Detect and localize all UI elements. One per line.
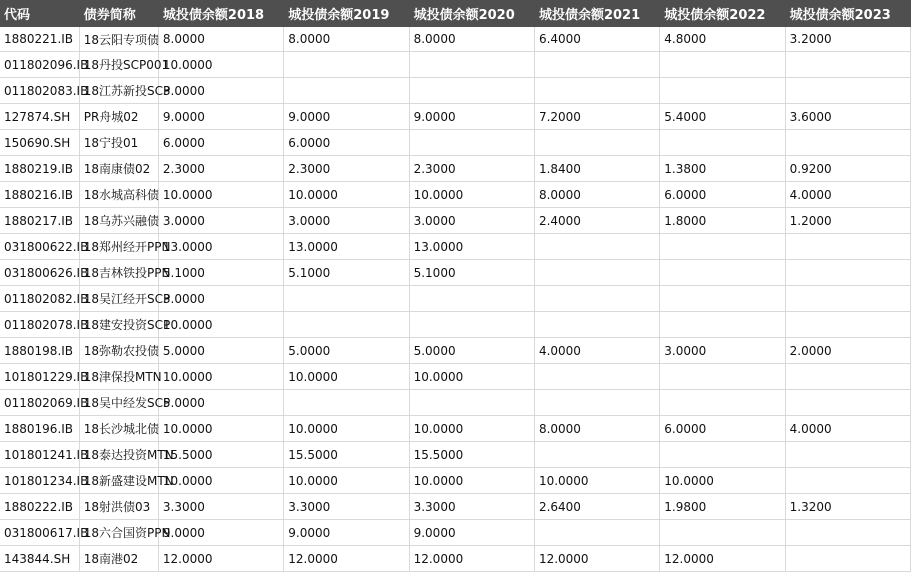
cell-2021[interactable]: 8.0000 [534,182,659,208]
cell-2018[interactable]: 15.5000 [158,442,283,468]
table-row [0,156,911,182]
cell-bond-name[interactable]: 18南港02 [79,546,158,572]
cell-2019[interactable]: 3.3000 [284,494,409,520]
cell-bond-name[interactable]: 18弥勒农投债 [79,338,158,364]
cell-2019[interactable] [284,78,409,104]
cell-2023[interactable]: 0.9200 [785,156,910,182]
cell-2019[interactable]: 10.0000 [284,364,409,390]
cell-2020[interactable]: 5.0000 [409,338,534,364]
cell-code[interactable]: 1880216.IB [0,182,79,208]
cell-2022[interactable]: 6.0000 [660,182,785,208]
cell-2022[interactable]: 3.0000 [660,338,785,364]
cell-2021[interactable] [534,364,659,390]
cell-2018[interactable]: 10.0000 [158,312,283,338]
cell-2022[interactable] [660,442,785,468]
cell-2019[interactable]: 9.0000 [284,104,409,130]
header-balance-2021[interactable]: 城投债余额2021 [534,0,659,27]
table-row [0,546,911,572]
cell-2020[interactable]: 10.0000 [409,182,534,208]
cell-code[interactable]: 101801234.IB [0,468,79,494]
cell-2018[interactable]: 5.1000 [158,260,283,286]
table-row [0,182,911,208]
cell-2022[interactable] [660,78,785,104]
cell-2021[interactable] [534,78,659,104]
header-balance-2023[interactable]: 城投债余额2023 [785,0,910,27]
cell-2018[interactable]: 2.3000 [158,156,283,182]
cell-2020[interactable]: 10.0000 [409,468,534,494]
table-row [0,104,911,130]
cell-2018[interactable]: 3.0000 [158,78,283,104]
cell-2023[interactable]: 3.6000 [785,104,910,130]
cell-bond-name[interactable]: 18云阳专项债 [79,27,158,52]
cell-2019[interactable]: 10.0000 [284,468,409,494]
table-row [0,494,911,520]
cell-2018[interactable]: 5.0000 [158,338,283,364]
cell-bond-name[interactable]: 18津保投MTN [79,364,158,390]
cell-bond-name[interactable]: 18吴江经开SCP [79,286,158,312]
header-balance-2022[interactable]: 城投债余额2022 [660,0,785,27]
cell-2023[interactable] [785,52,910,78]
cell-bond-name[interactable]: 18射洪债03 [79,494,158,520]
table-row [0,27,911,52]
cell-bond-name[interactable]: 18六合国资PPN [79,520,158,546]
cell-2020[interactable]: 10.0000 [409,416,534,442]
cell-2019[interactable]: 13.0000 [284,234,409,260]
cell-2022[interactable]: 1.9800 [660,494,785,520]
cell-2022[interactable]: 1.3800 [660,156,785,182]
cell-code[interactable]: 011802096.IB [0,52,79,78]
cell-2022[interactable] [660,520,785,546]
cell-2019[interactable] [284,52,409,78]
cell-bond-name[interactable]: PR舟城02 [79,104,158,130]
cell-code[interactable]: 011802069.IB [0,390,79,416]
header-bond-name[interactable]: 债券简称 [79,0,158,27]
cell-2023[interactable] [785,312,910,338]
cell-2019[interactable] [284,312,409,338]
cell-2019[interactable]: 2.3000 [284,156,409,182]
cell-2023[interactable]: 4.0000 [785,416,910,442]
header-balance-2018[interactable]: 城投债余额2018 [158,0,283,27]
cell-code[interactable]: 031800626.IB [0,260,79,286]
cell-bond-name[interactable]: 18宁投01 [79,130,158,156]
cell-2021[interactable]: 6.4000 [534,27,659,52]
cell-code[interactable]: 150690.SH [0,130,79,156]
cell-2021[interactable] [534,52,659,78]
cell-2023[interactable] [785,442,910,468]
cell-bond-name[interactable]: 18江苏新投SCP [79,78,158,104]
cell-2023[interactable]: 1.3200 [785,494,910,520]
cell-2018[interactable]: 10.0000 [158,52,283,78]
cell-2021[interactable]: 10.0000 [534,468,659,494]
table-row [0,390,911,416]
cell-2023[interactable] [785,260,910,286]
cell-2022[interactable]: 6.0000 [660,416,785,442]
cell-code[interactable]: 101801229.IB [0,364,79,390]
cell-code[interactable]: 1880219.IB [0,156,79,182]
table-row [0,286,911,312]
cell-code[interactable]: 1880198.IB [0,338,79,364]
cell-2020[interactable]: 10.0000 [409,364,534,390]
cell-2022[interactable]: 1.8000 [660,208,785,234]
table-header [0,0,911,27]
cell-2018[interactable]: 3.3000 [158,494,283,520]
cell-2023[interactable]: 2.0000 [785,338,910,364]
cell-2022[interactable]: 5.4000 [660,104,785,130]
cell-2018[interactable]: 10.0000 [158,416,283,442]
cell-2022[interactable]: 10.0000 [660,468,785,494]
cell-2021[interactable] [534,286,659,312]
cell-2018[interactable]: 3.0000 [158,286,283,312]
table-row [0,338,911,364]
cell-2021[interactable]: 2.4000 [534,208,659,234]
cell-2020[interactable] [409,52,534,78]
cell-2018[interactable]: 10.0000 [158,182,283,208]
cell-2018[interactable]: 10.0000 [158,364,283,390]
cell-2021[interactable]: 4.0000 [534,338,659,364]
cell-2020[interactable]: 2.3000 [409,156,534,182]
cell-code[interactable]: 127874.SH [0,104,79,130]
cell-2023[interactable]: 4.0000 [785,182,910,208]
cell-2019[interactable]: 10.0000 [284,182,409,208]
table-row [0,234,911,260]
cell-2019[interactable]: 3.0000 [284,208,409,234]
cell-2019[interactable]: 10.0000 [284,416,409,442]
cell-2020[interactable]: 9.0000 [409,520,534,546]
cell-bond-name[interactable]: 18建安投资SCP [79,312,158,338]
cell-2022[interactable] [660,286,785,312]
cell-2021[interactable] [534,390,659,416]
cell-2021[interactable]: 1.8400 [534,156,659,182]
cell-2020[interactable]: 12.0000 [409,546,534,572]
cell-code[interactable]: 1880222.IB [0,494,79,520]
cell-bond-name[interactable]: 18新盛建设MTN [79,468,158,494]
table-row [0,130,911,156]
cell-bond-name[interactable]: 18丹投SCP001 [79,52,158,78]
cell-code[interactable]: 031800622.IB [0,234,79,260]
cell-2022[interactable]: 4.8000 [660,27,785,52]
header-row [0,0,911,27]
cell-2023[interactable] [785,130,910,156]
cell-2022[interactable] [660,260,785,286]
cell-2022[interactable] [660,234,785,260]
cell-bond-name[interactable]: 18水城高科债 [79,182,158,208]
cell-2019[interactable]: 12.0000 [284,546,409,572]
header-code[interactable]: 代码 [0,0,79,27]
cell-2021[interactable] [534,442,659,468]
cell-2021[interactable] [534,520,659,546]
cell-2022[interactable] [660,364,785,390]
table-row [0,52,911,78]
cell-2020[interactable] [409,78,534,104]
cell-2022[interactable] [660,52,785,78]
cell-code[interactable]: 011802082.IB [0,286,79,312]
table-row [0,208,911,234]
header-balance-2020[interactable]: 城投债余额2020 [409,0,534,27]
cell-code[interactable]: 143844.SH [0,546,79,572]
cell-bond-name[interactable]: 18泰达投资MTN [79,442,158,468]
table-body [0,27,911,572]
cell-2023[interactable]: 1.2000 [785,208,910,234]
cell-2022[interactable]: 12.0000 [660,546,785,572]
cell-2023[interactable] [785,546,910,572]
cell-code[interactable]: 1880196.IB [0,416,79,442]
cell-2020[interactable]: 3.0000 [409,208,534,234]
table-row [0,364,911,390]
cell-2020[interactable]: 5.1000 [409,260,534,286]
cell-2023[interactable] [785,286,910,312]
cell-2022[interactable] [660,312,785,338]
cell-2020[interactable] [409,390,534,416]
cell-2020[interactable]: 3.3000 [409,494,534,520]
cell-2019[interactable]: 15.5000 [284,442,409,468]
cell-2022[interactable] [660,130,785,156]
cell-2019[interactable]: 9.0000 [284,520,409,546]
table-row [0,78,911,104]
cell-2020[interactable]: 13.0000 [409,234,534,260]
cell-code[interactable]: 031800617.IB [0,520,79,546]
table-row [0,416,911,442]
cell-2021[interactable] [534,260,659,286]
cell-code[interactable]: 1880221.IB [0,27,79,52]
cell-2021[interactable] [534,312,659,338]
cell-bond-name[interactable]: 18吴中经发SCP [79,390,158,416]
cell-2018[interactable]: 6.0000 [158,130,283,156]
cell-2019[interactable]: 8.0000 [284,27,409,52]
cell-2018[interactable]: 10.0000 [158,468,283,494]
cell-2018[interactable]: 3.0000 [158,208,283,234]
cell-2023[interactable] [785,234,910,260]
cell-2020[interactable] [409,130,534,156]
cell-2021[interactable]: 8.0000 [534,416,659,442]
cell-2018[interactable]: 9.0000 [158,104,283,130]
cell-2021[interactable]: 7.2000 [534,104,659,130]
cell-2021[interactable]: 2.6400 [534,494,659,520]
cell-bond-name[interactable]: 18郑州经开PPN [79,234,158,260]
cell-bond-name[interactable]: 18长沙城北债 [79,416,158,442]
cell-bond-name[interactable]: 18乌苏兴融债 [79,208,158,234]
cell-2019[interactable]: 5.0000 [284,338,409,364]
cell-code[interactable]: 011802078.IB [0,312,79,338]
cell-2022[interactable] [660,390,785,416]
table-row [0,260,911,286]
table-row [0,442,911,468]
cell-2021[interactable]: 12.0000 [534,546,659,572]
table-row [0,468,911,494]
cell-2023[interactable] [785,468,910,494]
cell-2020[interactable] [409,312,534,338]
cell-2021[interactable] [534,130,659,156]
cell-bond-name[interactable]: 18吉林铁投PPN [79,260,158,286]
cell-2018[interactable]: 9.0000 [158,520,283,546]
cell-bond-name[interactable]: 18南康债02 [79,156,158,182]
cell-2021[interactable] [534,234,659,260]
cell-2023[interactable] [785,520,910,546]
table-row [0,520,911,546]
cell-code[interactable]: 1880217.IB [0,208,79,234]
cell-2018[interactable]: 12.0000 [158,546,283,572]
cell-2018[interactable]: 13.0000 [158,234,283,260]
cell-2019[interactable]: 6.0000 [284,130,409,156]
cell-2018[interactable]: 8.0000 [158,27,283,52]
header-balance-2019[interactable]: 城投债余额2019 [284,0,409,27]
cell-2023[interactable] [785,364,910,390]
cell-2023[interactable]: 3.2000 [785,27,910,52]
cell-code[interactable]: 011802083.IB [0,78,79,104]
table-row [0,312,911,338]
cell-2020[interactable]: 8.0000 [409,27,534,52]
cell-2018[interactable]: 5.0000 [158,390,283,416]
cell-2020[interactable] [409,286,534,312]
cell-2019[interactable] [284,390,409,416]
cell-2023[interactable] [785,78,910,104]
cell-2020[interactable]: 9.0000 [409,104,534,130]
cell-2019[interactable]: 5.1000 [284,260,409,286]
cell-2020[interactable]: 15.5000 [409,442,534,468]
cell-2023[interactable] [785,390,910,416]
cell-code[interactable]: 101801241.IB [0,442,79,468]
cell-2019[interactable] [284,286,409,312]
